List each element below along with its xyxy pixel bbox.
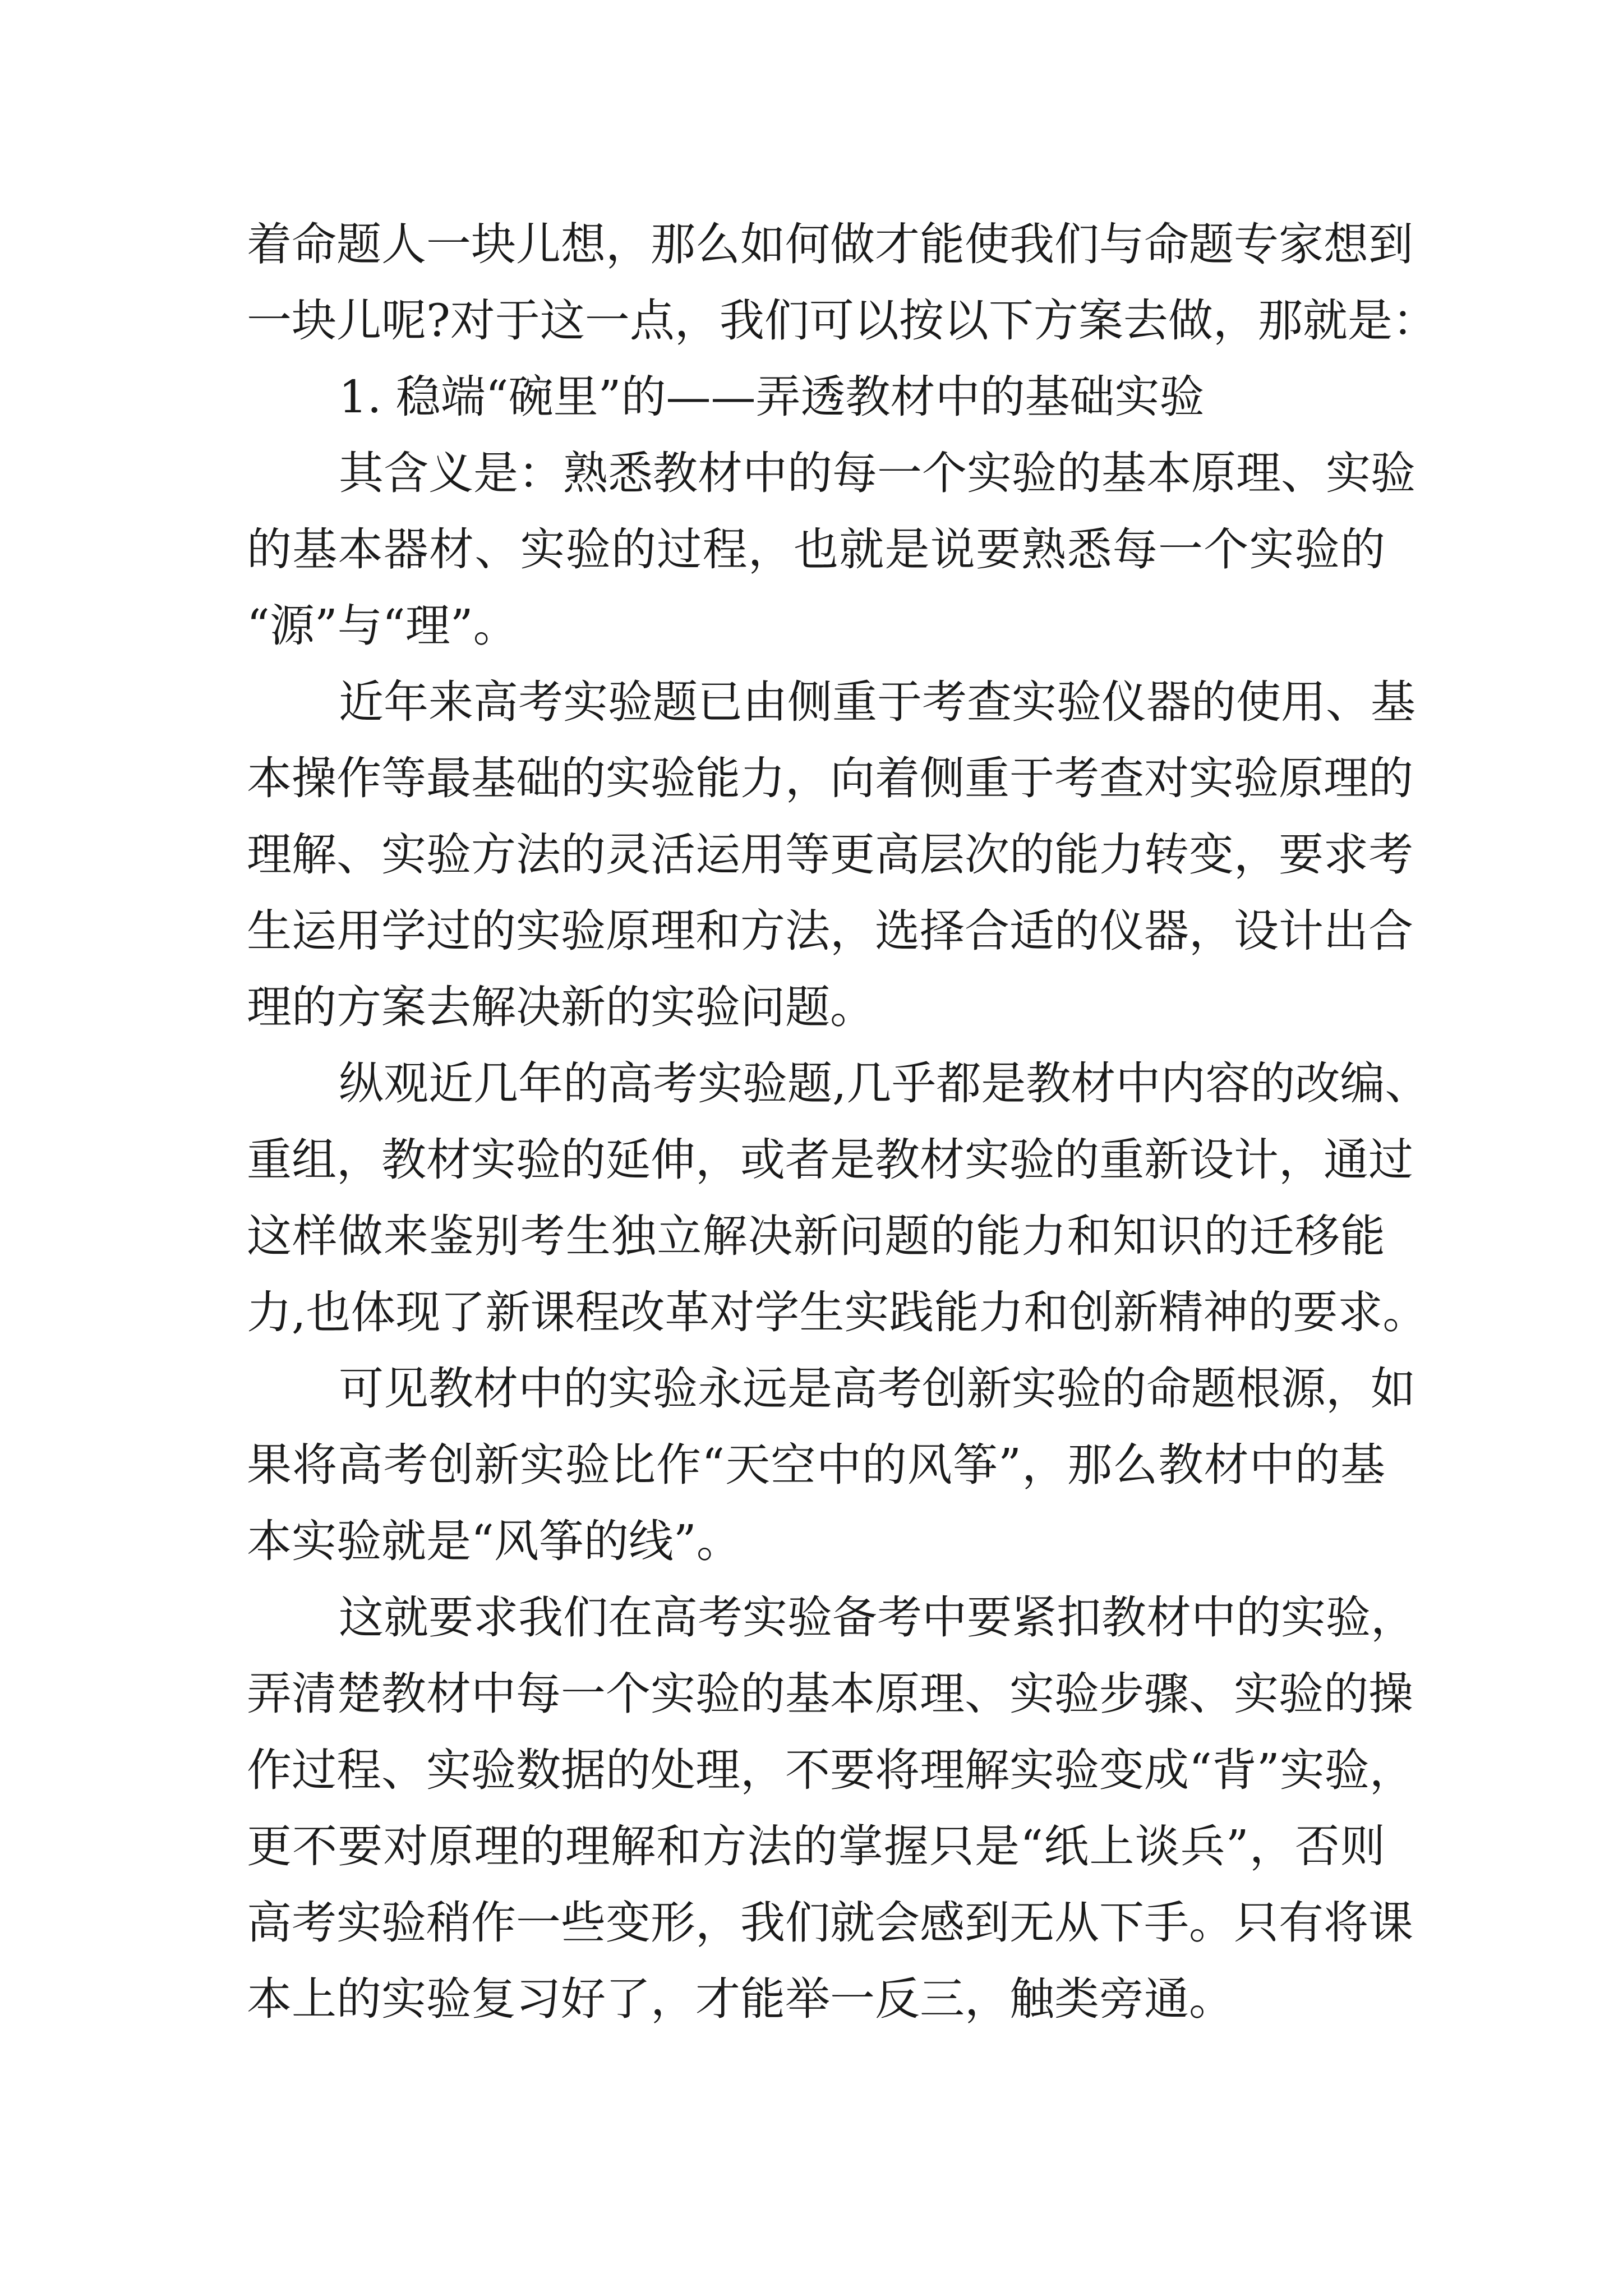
text-line: 的基本器材、实验的过程，也就是说要熟悉每一个实验的 <box>247 523 1385 576</box>
text-line: 本实验就是“风筝的线”。 <box>247 1515 741 1567</box>
text-line: 力,也体现了新课程改革对学生实践能力和创新精神的要求。 <box>247 1286 1428 1338</box>
text-line: “源”与“理”。 <box>247 600 518 652</box>
text-line: 理的方案去解决新的实验问题。 <box>247 981 875 1033</box>
text-line: 近年来高考实验题已由侧重于考查实验仪器的使用、基 <box>339 676 1415 728</box>
text-line: 弄清楚教材中每一个实验的基本原理、实验步骤、实验的操 <box>247 1668 1413 1720</box>
text-line: 本上的实验复习好了，才能举一反三，触类旁通。 <box>247 1973 1234 2025</box>
section-heading: 1. 稳端“碗里”的——弄透教材中的基础实验 <box>339 371 1205 423</box>
text-line: 一块儿呢?对于这一点，我们可以按以下方案去做，那就是： <box>247 295 1437 347</box>
text-line: 生运用学过的实验原理和方法，选择合适的仪器，设计出合 <box>247 905 1413 957</box>
text-line: 其含义是：熟悉教材中的每一个实验的基本原理、实验 <box>339 447 1415 499</box>
text-line: 理解、实验方法的灵活运用等更高层次的能力转变，要求考 <box>247 829 1413 881</box>
text-line: 更不要对原理的理解和方法的掌握只是“纸上谈兵”，否则 <box>247 1820 1385 1872</box>
text-line: 本操作等最基础的实验能力，向着侧重于考查对实验原理的 <box>247 752 1413 804</box>
text-line: 这样做来鉴别考生独立解决新问题的能力和知识的迁移能 <box>247 1210 1385 1262</box>
document-body <box>247 206 1437 2037</box>
text-line: 着命题人一块儿想，那么如何做才能使我们与命题专家想到 <box>247 218 1413 270</box>
text-line: 果将高考创新实验比作“天空中的风筝”，那么教材中的基 <box>247 1439 1385 1491</box>
text-line: 高考实验稍作一些变形，我们就会感到无从下手。只有将课 <box>247 1897 1413 1949</box>
text-line: 可见教材中的实验永远是高考创新实验的命题根源，如 <box>339 1363 1415 1415</box>
text-line: 纵观近几年的高考实验题,几乎都是教材中内容的改编、 <box>339 1057 1430 1110</box>
text-line: 重组，教材实验的延伸，或者是教材实验的重新设计，通过 <box>247 1134 1413 1186</box>
text-line: 这就要求我们在高考实验备考中要紧扣教材中的实验， <box>339 1591 1415 1644</box>
text-line: 作过程、实验数据的处理，不要将理解实验变成“背”实验， <box>247 1744 1414 1796</box>
